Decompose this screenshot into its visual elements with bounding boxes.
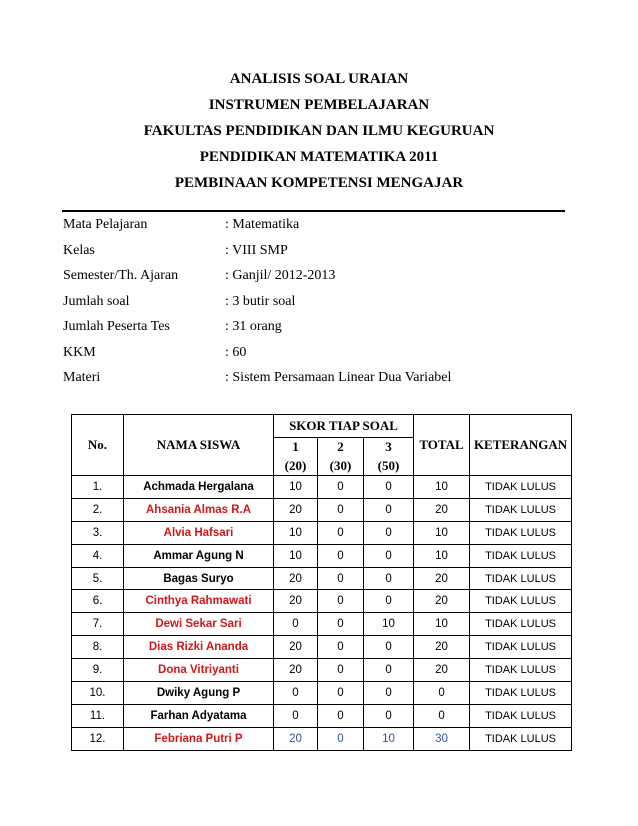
cell-no: 3.	[72, 521, 124, 544]
cell-score-2: 0	[318, 521, 364, 544]
title-line: ANALISIS SOAL URAIAN	[229, 71, 409, 87]
info-row	[63, 340, 563, 366]
cell-score-3: 0	[364, 659, 414, 682]
cell-score-1: 10	[274, 521, 318, 544]
cell-score-1: 10	[274, 544, 318, 567]
cell-total: 20	[414, 659, 470, 682]
cell-total: 10	[414, 544, 470, 567]
info-value: : VIII SMP	[225, 242, 288, 258]
info-value: : 3 butir soal	[225, 293, 296, 309]
document-titles	[0, 72, 638, 202]
cell-no: 9.	[72, 659, 124, 682]
cell-total: 10	[414, 521, 470, 544]
cell-score-1: 20	[274, 498, 318, 521]
info-label: Jumlah soal	[63, 293, 130, 309]
cell-no: 2.	[72, 498, 124, 521]
header-question-1: 1	[274, 438, 318, 457]
cell-score-1: 20	[274, 727, 318, 750]
cell-score-2: 0	[318, 636, 364, 659]
cell-keterangan: TIDAK LULUS	[470, 704, 572, 727]
header-question-2: 2	[318, 438, 364, 457]
cell-keterangan: TIDAK LULUS	[470, 659, 572, 682]
cell-student-name: Alvia Hafsari	[124, 521, 274, 544]
header-max-1: (20)	[274, 456, 318, 476]
cell-total: 0	[414, 704, 470, 727]
info-label: Semester/Th. Ajaran	[63, 268, 179, 283]
table-row	[72, 498, 572, 521]
cell-total: 20	[414, 636, 470, 659]
info-row	[63, 365, 563, 391]
cell-score-1: 20	[274, 636, 318, 659]
info-row	[63, 212, 563, 238]
cell-keterangan: TIDAK LULUS	[470, 567, 572, 590]
cell-student-name: Dewi Sekar Sari	[124, 613, 274, 636]
cell-score-1: 20	[274, 590, 318, 613]
cell-keterangan: TIDAK LULUS	[470, 613, 572, 636]
info-row	[63, 314, 563, 340]
cell-no: 7.	[72, 613, 124, 636]
info-label: Jumlah Peserta Tes	[63, 319, 170, 334]
cell-keterangan: TIDAK LULUS	[470, 682, 572, 705]
info-label: Materi	[63, 370, 101, 385]
cell-score-2: 0	[318, 704, 364, 727]
cell-no: 8.	[72, 636, 124, 659]
cell-student-name: Dwiky Agung P	[124, 682, 274, 705]
cell-student-name: Bagas Suryo	[124, 567, 274, 590]
cell-score-2: 0	[318, 682, 364, 705]
cell-score-3: 10	[364, 613, 414, 636]
table-row	[72, 476, 572, 499]
cell-student-name: Farhan Adyatama	[124, 704, 274, 727]
cell-student-name: Dona Vitriyanti	[124, 659, 274, 682]
cell-keterangan: TIDAK LULUS	[470, 498, 572, 521]
cell-keterangan: TIDAK LULUS	[470, 521, 572, 544]
info-label: Kelas	[63, 242, 95, 258]
table-row	[72, 682, 572, 705]
title-line: FAKULTAS PENDIDIKAN DAN ILMU KEGURUAN	[143, 123, 495, 139]
cell-keterangan: TIDAK LULUS	[470, 476, 572, 499]
cell-score-2: 0	[318, 544, 364, 567]
cell-no: 6.	[72, 590, 124, 613]
cell-score-2: 0	[318, 590, 364, 613]
cell-keterangan: TIDAK LULUS	[470, 544, 572, 567]
cell-keterangan: TIDAK LULUS	[470, 636, 572, 659]
cell-no: 5.	[72, 567, 124, 590]
cell-score-3: 0	[364, 567, 414, 590]
header-no: No.	[72, 415, 124, 476]
header-total: TOTAL	[414, 415, 470, 476]
info-value: : Ganjil/ 2012-2013	[225, 268, 336, 283]
cell-no: 1.	[72, 476, 124, 499]
cell-total: 10	[414, 476, 470, 499]
header-max-2: (30)	[318, 456, 364, 476]
cell-student-name: Ammar Agung N	[124, 544, 274, 567]
cell-score-1: 0	[274, 704, 318, 727]
cell-student-name: Ahsania Almas R.A	[124, 498, 274, 521]
info-row	[63, 238, 563, 264]
cell-total: 30	[414, 727, 470, 750]
table-row	[72, 521, 572, 544]
cell-student-name: Cinthya Rahmawati	[124, 590, 274, 613]
header-question-3: 3	[364, 438, 414, 457]
cell-score-3: 0	[364, 636, 414, 659]
title-line: INSTRUMEN PEMBELAJARAN	[208, 97, 430, 113]
cell-score-1: 20	[274, 567, 318, 590]
cell-score-3: 0	[364, 682, 414, 705]
cell-total: 20	[414, 567, 470, 590]
info-value: : Matematika	[225, 217, 300, 232]
title-line: PENDIDIKAN MATEMATIKA 2011	[199, 149, 439, 165]
cell-student-name: Dias Rizki Ananda	[124, 636, 274, 659]
header-skor: SKOR TIAP SOAL	[274, 415, 414, 438]
table-row	[72, 613, 572, 636]
cell-no: 4.	[72, 544, 124, 567]
cell-score-2: 0	[318, 613, 364, 636]
cell-score-1: 0	[274, 682, 318, 705]
cell-score-2: 0	[318, 567, 364, 590]
cell-score-1: 20	[274, 659, 318, 682]
header-name: NAMA SISWA	[124, 415, 274, 476]
cell-score-2: 0	[318, 727, 364, 750]
table-row	[72, 590, 572, 613]
cell-keterangan: TIDAK LULUS	[470, 590, 572, 613]
title-line: PEMBINAAN KOMPETENSI MENGAJAR	[174, 175, 464, 191]
cell-no: 10.	[72, 682, 124, 705]
cell-score-3: 0	[364, 590, 414, 613]
cell-score-3: 0	[364, 544, 414, 567]
cell-score-3: 10	[364, 727, 414, 750]
cell-score-1: 10	[274, 476, 318, 499]
cell-total: 10	[414, 613, 470, 636]
cell-score-2: 0	[318, 476, 364, 499]
cell-student-name: Febriana Putri P	[124, 727, 274, 750]
cell-score-2: 0	[318, 498, 364, 521]
table-row	[72, 704, 572, 727]
cell-student-name: Achmada Hergalana	[124, 476, 274, 499]
info-row	[63, 263, 563, 289]
table-row	[72, 659, 572, 682]
table-row	[72, 727, 572, 750]
header-max-3: (50)	[364, 456, 414, 476]
cell-score-1: 0	[274, 613, 318, 636]
cell-no: 11.	[72, 704, 124, 727]
table-row	[72, 636, 572, 659]
score-table	[71, 414, 572, 751]
info-label: Mata Pelajaran	[63, 217, 148, 232]
cell-total: 0	[414, 682, 470, 705]
info-block	[63, 212, 563, 391]
cell-score-3: 0	[364, 704, 414, 727]
info-label: KKM	[63, 344, 96, 360]
cell-keterangan: TIDAK LULUS	[470, 727, 572, 750]
cell-score-3: 0	[364, 498, 414, 521]
info-value: : 60	[225, 344, 247, 360]
table-row	[72, 567, 572, 590]
cell-score-2: 0	[318, 659, 364, 682]
header-keterangan: KETERANGAN	[470, 415, 572, 476]
cell-total: 20	[414, 498, 470, 521]
cell-score-3: 0	[364, 476, 414, 499]
cell-score-3: 0	[364, 521, 414, 544]
cell-no: 12.	[72, 727, 124, 750]
info-value: : Sistem Persamaan Linear Dua Variabel	[225, 370, 452, 385]
cell-total: 20	[414, 590, 470, 613]
table-row	[72, 544, 572, 567]
info-row	[63, 289, 563, 315]
info-value: : 31 orang	[225, 319, 282, 334]
